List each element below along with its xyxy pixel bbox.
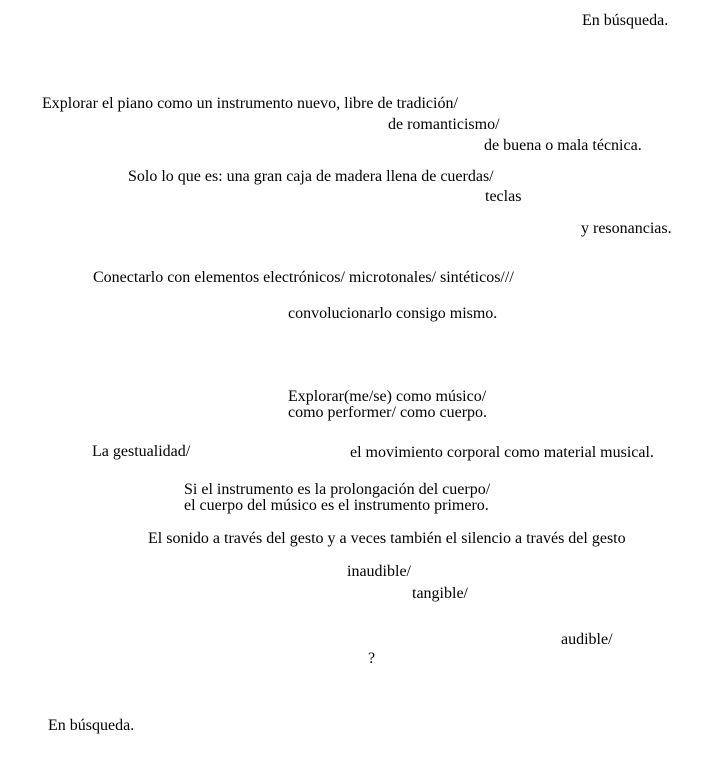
poem-line-solo-lo-que-es: Solo lo que es: una gran caja de madera llena de cuerdas/ bbox=[128, 168, 494, 185]
poem-line-si-el-instrumento: Si el instrumento es la prolongación del cuerpo/ bbox=[184, 481, 491, 498]
poem-line-la-gestualidad: La gestualidad/ bbox=[92, 443, 191, 460]
poem-line-audible: audible/ bbox=[561, 631, 613, 648]
poem-line-de-romanticismo: de romanticismo/ bbox=[388, 116, 500, 133]
poem-line-conectarlo: Conectarlo con elementos electrónicos/ microtonales/ sintéticos/// bbox=[93, 269, 514, 286]
poem-line-convolucionarlo: convolucionarlo consigo mismo. bbox=[288, 305, 498, 322]
poem-line-teclas: teclas bbox=[485, 188, 522, 205]
poem-line-de-buena-o-mala: de buena o mala técnica. bbox=[484, 137, 642, 154]
poem-line-y-resonancias: y resonancias. bbox=[581, 220, 672, 237]
poem-line-el-movimiento: el movimiento corporal como material musical. bbox=[350, 444, 654, 461]
poem-line-tangible: tangible/ bbox=[412, 585, 468, 602]
poem-line-inaudible: inaudible/ bbox=[347, 563, 411, 580]
poem-line-question-mark: ? bbox=[368, 650, 376, 667]
poem-line-en-busqueda-bottom: En búsqueda. bbox=[48, 717, 135, 734]
poem-line-el-cuerpo-del-musico: el cuerpo del músico es el instrumento primero. bbox=[184, 497, 489, 514]
poem-line-el-sonido: El sonido a través del gesto y a veces también el silencio a través del gesto bbox=[148, 530, 626, 547]
poem-line-explorar-me-se: Explorar(me/se) como músico/ bbox=[288, 388, 487, 405]
poem-line-en-busqueda-top: En búsqueda. bbox=[582, 12, 669, 29]
poem-line-explorar-el-piano: Explorar el piano como un instrumento nuevo, libre de tradición/ bbox=[42, 95, 458, 112]
poem-line-como-performer: como performer/ como cuerpo. bbox=[288, 404, 488, 421]
